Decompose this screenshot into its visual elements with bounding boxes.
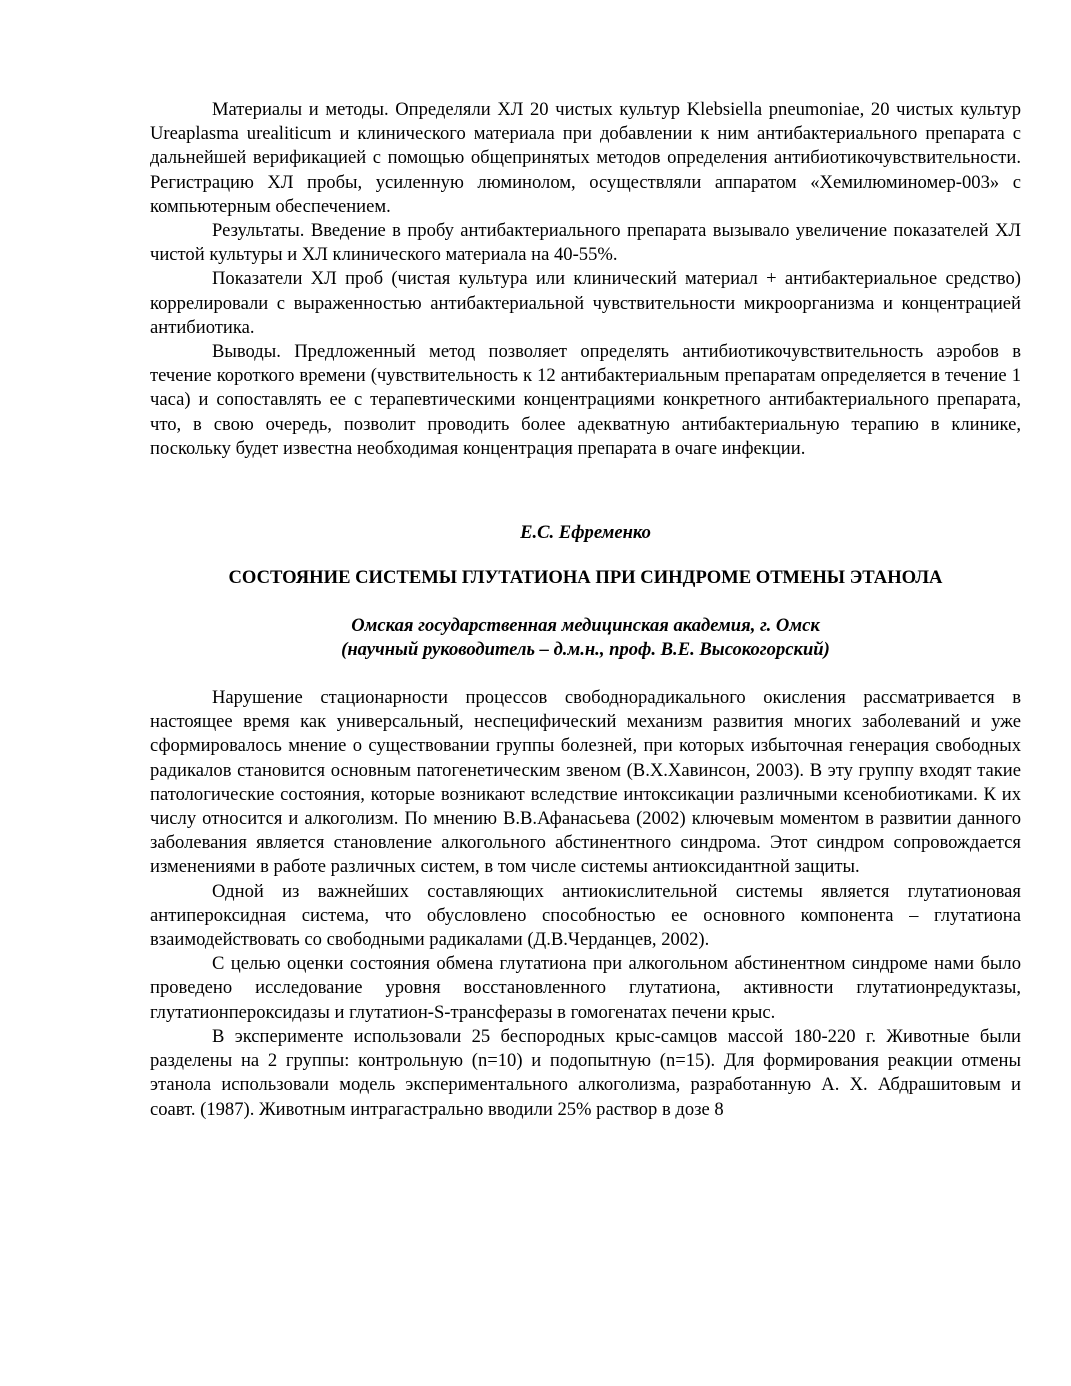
paragraph-experiment: В эксперименте использовали 25 беспородных крыс-самцов массой 180-220 г. Животные были разделены на 2 группы: контрольную (n=10) и подопытную (n=15). Для формирования реакции отмены этанола использовали модель экспериментального алкоголизма, разработанную А. Х. Абдрашитовым и соавт. (1987). Животным интрагастрально вводили 25% раствор в дозе 8 xyxy=(150,1025,1021,1120)
article-author: Е.С. Ефременко xyxy=(520,522,651,544)
paragraph-results: Результаты. Введение в пробу антибактериального препарата вызывало увеличение показателей ХЛ чистой культуры и ХЛ клинического материала на 40-55%. xyxy=(150,220,1021,266)
section-results-conclusions xyxy=(150,98,1021,461)
affiliation-supervisor: (научный руководитель – д.м.н., проф. В.Е. Высокогорский) xyxy=(341,639,830,661)
paragraph-methods: Материалы и методы. Определяли ХЛ 20 чистых культур Klebsiella pneumoniae, 20 чистых культур Ureaplasma urealiticum и клинического материала при добавлении к ним антибактериального препарата с дальнейшей верификацией с помощью общепринятых методов определения антибиотикочувствительности. Регистрацию ХЛ пробы, усиленную люминолом, осуществляли аппаратом «Хемилюминомер-003» с компьютерным обеспечением. xyxy=(150,99,1021,217)
article-affiliation xyxy=(150,614,1021,662)
paragraph-conclusions: Выводы. Предложенный метод позволяет определять антибиотикочувствительность аэробов в течение короткого времени (чувствительность к 12 антибактериальным препаратам определяется в течение 1 часа) и сопоставлять ее с терапевтическими концентрациями конкретного антибактериального препарата, что, в свою очередь, позволит проводить более адекватную антибактериальную терапию в клинике, поскольку будет известна необходимая концентрация препарата в очаге инфекции. xyxy=(150,341,1021,459)
paragraph-correlation: Показатели ХЛ проб (чистая культура или клинический материал + антибактериальное средство) коррелировали с выраженностью антибактериальной чувствительности микроорганизма и концентрацией антибиотика. xyxy=(150,268,1021,338)
paragraph-introduction: Нарушение стационарности процессов свободнорадикального окисления рассматривается в настоящее время как универсальный, неспецифический механизм развития многих заболеваний и уже сформировалось мнение о существовании группы болезней, при которых избыточная генерация свободных радикалов становится основным патогенетическим звеном (В.Х.Хавинсон, 2003). В эту группу входят такие патологические состояния, которые возникают вследствие интоксикации различными ксенобиотиками. К их числу относится и алкоголизм. По мнению В.В.Афанасьева (2002) ключевым моментом в развитии данного заболевания является становление алкогольного абстинентного синдрома. Этот синдром сопровождается изменениями в работе различных систем, в том числе системы антиоксидантной защиты. xyxy=(150,687,1021,878)
paragraph-glutathione-system: Одной из важнейших составляющих антиокислительной системы является глутатионовая антипероксидная система, что обусловлено способностью ее основного компонента – глутатиона взаимодействовать со свободными радикалами (Д.В.Черданцев, 2002). xyxy=(150,880,1021,951)
document-page xyxy=(150,98,1021,1122)
paragraph-study-aim: С целью оценки состояния обмена глутатиона при алкогольном абстинентном синдроме нами было проведено исследование уровня восстановленного глутатиона, активности глутатионредуктазы, глутатионпероксидазы и глутатион-S-трансферазы в гомогенатах печени крыс. xyxy=(150,953,1021,1023)
affiliation-institution: Омская государственная медицинская академия, г. Омск xyxy=(351,615,820,637)
article-title: СОСТОЯНИЕ СИСТЕМЫ ГЛУТАТИОНА ПРИ СИНДРОМЕ ОТМЕНЫ ЭТАНОЛА xyxy=(228,567,943,589)
article-body xyxy=(150,686,1021,1122)
